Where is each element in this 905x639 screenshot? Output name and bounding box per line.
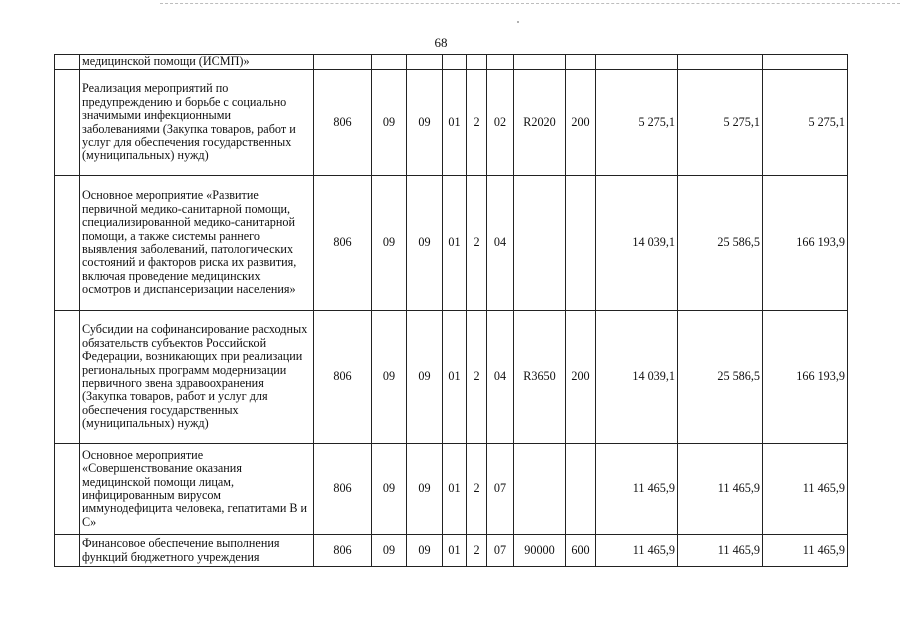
subprogram-cell: 2 [467,70,487,176]
subsection-cell [407,55,443,70]
direction-cell [514,444,566,535]
program-cell [443,55,467,70]
event-cell [487,55,514,70]
section-cell: 09 [372,70,407,176]
direction-cell [514,55,566,70]
subsection-cell: 09 [407,311,443,444]
amount-year2-cell [678,55,763,70]
subsection-cell: 09 [407,70,443,176]
expense-type-cell: 200 [566,311,596,444]
event-cell: 02 [487,70,514,176]
grbs-cell: 806 [314,70,372,176]
subsection-cell: 09 [407,535,443,567]
row-index-cell [55,70,80,176]
grbs-cell: 806 [314,311,372,444]
section-cell [372,55,407,70]
subprogram-cell: 2 [467,535,487,567]
table-row [55,176,848,311]
row-index-cell [55,311,80,444]
table-row [55,535,848,567]
amount-year3-cell: 166 193,9 [763,176,848,311]
item-name-cell: Субсидии на софинансирование расходных обязательств субъектов Российской Федерации, возникающих при реализации региональных программ модернизации первичного звена здравоохранения (Закупка товаров, работ и услуг для обеспечения государственных (муниципальных) нужд) [80,311,314,444]
expense-type-cell [566,444,596,535]
amount-year2-cell: 11 465,9 [678,535,763,567]
item-name-cell: Финансовое обеспечение выполнения функций бюджетного учреждения [80,535,314,567]
amount-year1-cell: 14 039,1 [596,176,678,311]
direction-cell: 90000 [514,535,566,567]
expense-type-cell [566,176,596,311]
section-cell: 09 [372,535,407,567]
row-index-cell [55,55,80,70]
row-index-cell [55,535,80,567]
direction-cell [514,176,566,311]
amount-year3-cell: 5 275,1 [763,70,848,176]
event-cell: 07 [487,444,514,535]
amount-year2-cell: 11 465,9 [678,444,763,535]
subprogram-cell: 2 [467,311,487,444]
amount-year2-cell: 25 586,5 [678,176,763,311]
subprogram-cell: 2 [467,176,487,311]
scan-edge-line [160,3,900,4]
page-number: 68 [434,35,448,50]
expense-type-cell: 600 [566,535,596,567]
item-name-cell: Реализация мероприятий по предупреждению и борьбе с социально значимыми инфекционными заболеваниями (Закупка товаров, работ и услуг для обеспечения государственных (муниципальных) нужд) [80,70,314,176]
grbs-cell: 806 [314,535,372,567]
amount-year1-cell: 11 465,9 [596,535,678,567]
expense-type-cell: 200 [566,70,596,176]
event-cell: 04 [487,311,514,444]
program-cell: 01 [443,176,467,311]
program-cell: 01 [443,311,467,444]
table-row [55,311,848,444]
program-cell: 01 [443,70,467,176]
item-name-cell: Основное мероприятие «Развитие первичной медико-санитарной помощи, специализированной медико-санитарной помощи, а также системы раннего выявления заболеваний, патологических состояний и факторов риска их развития, включая проведение медицинских осмотров и диспансеризации населения» [80,176,314,311]
amount-year1-cell: 14 039,1 [596,311,678,444]
amount-year3-cell [763,55,848,70]
grbs-cell: 806 [314,444,372,535]
subprogram-cell: 2 [467,444,487,535]
section-cell: 09 [372,444,407,535]
row-index-cell [55,444,80,535]
table-row [55,70,848,176]
amount-year2-cell: 5 275,1 [678,70,763,176]
subprogram-cell [467,55,487,70]
amount-year1-cell: 5 275,1 [596,70,678,176]
row-index-cell [55,176,80,311]
budget-table [54,54,848,567]
program-cell: 01 [443,535,467,567]
grbs-cell: 806 [314,176,372,311]
direction-cell: R3650 [514,311,566,444]
program-cell: 01 [443,444,467,535]
amount-year1-cell [596,55,678,70]
grbs-cell [314,55,372,70]
scan-speck [517,21,519,23]
item-name-cell: Основное мероприятие «Совершенствование оказания медицинской помощи лицам, инфицированным вирусом иммунодефицита человека, гепатитами В и С» [80,444,314,535]
item-name-cell: медицинской помощи (ИСМП)» [80,55,314,70]
subsection-cell: 09 [407,444,443,535]
amount-year3-cell: 11 465,9 [763,444,848,535]
amount-year3-cell: 11 465,9 [763,535,848,567]
event-cell: 07 [487,535,514,567]
subsection-cell: 09 [407,176,443,311]
amount-year1-cell: 11 465,9 [596,444,678,535]
event-cell: 04 [487,176,514,311]
direction-cell: R2020 [514,70,566,176]
amount-year2-cell: 25 586,5 [678,311,763,444]
table-row [55,444,848,535]
section-cell: 09 [372,311,407,444]
expense-type-cell [566,55,596,70]
table-row [55,55,848,70]
section-cell: 09 [372,176,407,311]
amount-year3-cell: 166 193,9 [763,311,848,444]
